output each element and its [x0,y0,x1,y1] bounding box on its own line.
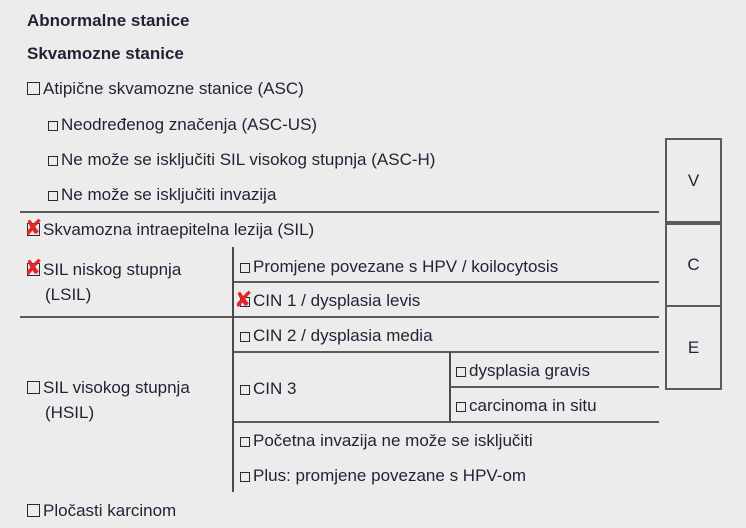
divider [20,211,659,213]
side-box-c [665,223,722,307]
checkbox-item-plus-hpv[interactable] [240,466,526,486]
lsil-label-line2: (LSIL) [45,285,92,304]
checkbox-label: Skvamozna intraepitelna lezija (SIL) [43,220,315,239]
checkbox-item-sil[interactable] [24,215,315,240]
checkbox-label: dysplasia gravis [469,361,590,380]
side-box-e [665,305,722,390]
checkbox-item-cin2[interactable] [240,326,433,346]
checkbox-checked[interactable] [24,215,43,240]
checkbox-item-lsil[interactable] [24,255,182,280]
checkbox[interactable] [48,121,58,131]
checkbox-item-asc[interactable] [27,79,304,99]
red-x-mark-icon: ✘ [234,287,253,312]
checkbox-label: Promjene povezane s HPV / koilocytosis [253,257,559,276]
checkbox-label: CIN 1 / dysplasia levis [253,291,421,310]
section-subtitle: Skvamozne stanice [27,44,184,63]
checkbox[interactable] [27,381,40,394]
checkbox-item-hsil[interactable] [27,378,190,398]
red-x-mark-icon: ✘ [24,255,43,280]
checkbox-item-asc-us[interactable] [48,115,317,135]
checkbox[interactable] [240,332,250,342]
checkbox-item-asc-h[interactable] [48,150,435,170]
checkbox-label: Ne može se isključiti invazija [61,185,277,204]
checkbox-label: Početna invazija ne može se isključiti [253,431,533,450]
red-x-mark-icon: ✘ [24,215,43,240]
checkbox-item-asc-invazija[interactable] [48,185,276,205]
checkbox-label: carcinoma in situ [469,396,597,415]
checkbox-label: CIN 3 [253,379,297,398]
checkbox-label: Plus: promjene povezane s HPV-om [253,466,527,485]
checkbox[interactable] [48,191,58,201]
checkbox[interactable] [240,263,250,273]
checkbox[interactable] [240,472,250,482]
checkbox-checked[interactable] [234,287,253,312]
checkbox-item-carcinoma-in-situ[interactable] [456,396,597,416]
checkbox-item-cin3[interactable] [240,379,296,399]
hsil-label-line2: (HSIL) [45,403,95,422]
side-box-label: V [687,170,700,190]
divider [233,421,659,423]
checkbox-label: Neodređenog značenja (ASC-US) [61,115,318,134]
divider [20,316,659,318]
checkbox[interactable] [456,402,466,412]
checkbox[interactable] [27,504,40,517]
section-title: Abnormalne stanice [27,11,190,30]
divider [233,281,659,283]
divider [233,351,659,353]
checkbox-label: Ne može se isključiti SIL visokog stupnja (ASC-H) [61,150,436,169]
divider [450,386,659,388]
checkbox-item-cin1[interactable] [234,287,421,312]
checkbox[interactable] [456,367,466,377]
checkbox-label: SIL visokog stupnja [43,378,190,397]
checkbox[interactable] [240,385,250,395]
checkbox[interactable] [27,82,40,95]
checkbox-item-dysplasia-gravis[interactable] [456,361,590,381]
side-box-v [665,138,722,223]
side-box-label: E [687,337,700,357]
checkbox-label: CIN 2 / dysplasia media [253,326,433,345]
checkbox-checked[interactable] [24,255,43,280]
checkbox-item-plocasti-karcinom[interactable] [27,501,176,521]
checkbox-item-hpv-koilocytosis[interactable] [240,257,558,277]
checkbox-item-pocetna-invazija[interactable] [240,431,533,451]
divider-vertical [232,247,234,492]
checkbox[interactable] [240,437,250,447]
checkbox-label: Atipične skvamozne stanice (ASC) [43,79,304,98]
side-box-label: C [687,255,700,274]
checkbox-label: SIL niskog stupnja [43,260,182,279]
checkbox[interactable] [48,156,58,166]
checkbox-label: Pločasti karcinom [43,501,177,520]
